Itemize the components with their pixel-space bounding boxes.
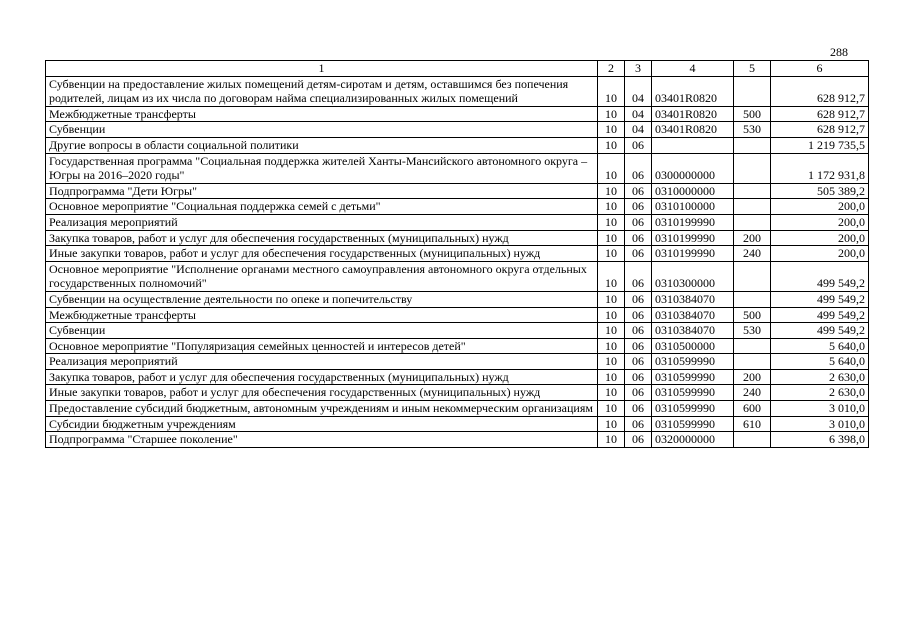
expense-type-cell: 530 [734,122,771,138]
amount-cell: 2 630,0 [771,385,869,401]
subsection-cell: 06 [625,432,652,448]
header-cell: 3 [625,61,652,77]
table-row [46,122,869,138]
header-cell: 5 [734,61,771,77]
subsection-cell: 06 [625,416,652,432]
amount-cell: 1 172 931,8 [771,153,869,183]
amount-cell: 628 912,7 [771,76,869,106]
target-code-cell: 0310384070 [652,323,734,339]
section-cell: 10 [598,183,625,199]
table-header-row [46,61,869,77]
description-cell: Подпрограмма "Старшее поколение" [46,432,598,448]
header-cell: 1 [46,61,598,77]
target-code-cell: 0310199990 [652,246,734,262]
section-cell: 10 [598,369,625,385]
table-row [46,416,869,432]
amount-cell: 2 630,0 [771,369,869,385]
amount-cell: 5 640,0 [771,354,869,370]
amount-cell: 200,0 [771,199,869,215]
description-cell: Межбюджетные трансферты [46,307,598,323]
target-code-cell: 0310384070 [652,307,734,323]
description-cell: Основное мероприятие "Исполнение органами местного самоуправления автономного округа отдельных государственных полномочий" [46,261,598,291]
section-cell: 10 [598,401,625,417]
amount-cell: 499 549,2 [771,261,869,291]
expense-type-cell [734,183,771,199]
description-cell: Реализация мероприятий [46,354,598,370]
header-cell: 4 [652,61,734,77]
section-cell: 10 [598,122,625,138]
header-cell: 2 [598,61,625,77]
description-cell: Реализация мероприятий [46,214,598,230]
table-row [46,307,869,323]
section-cell: 10 [598,137,625,153]
subsection-cell: 06 [625,153,652,183]
table-row [46,246,869,262]
table-row [46,354,869,370]
target-code-cell [652,137,734,153]
subsection-cell: 06 [625,385,652,401]
subsection-cell: 04 [625,106,652,122]
table-row [46,199,869,215]
description-cell: Государственная программа "Социальная поддержка жителей Ханты-Мансийского автономного округа – Югры на 2016–2020 годы" [46,153,598,183]
description-cell: Субсидии бюджетным учреждениям [46,416,598,432]
subsection-cell: 06 [625,307,652,323]
target-code-cell: 0310384070 [652,291,734,307]
subsection-cell: 06 [625,246,652,262]
subsection-cell: 06 [625,401,652,417]
expense-type-cell [734,153,771,183]
amount-cell: 628 912,7 [771,122,869,138]
subsection-cell: 06 [625,230,652,246]
target-code-cell: 0310599990 [652,385,734,401]
description-cell: Основное мероприятие "Популяризация семейных ценностей и интересов детей" [46,338,598,354]
description-cell: Иные закупки товаров, работ и услуг для обеспечения государственных (муниципальных) нужд [46,246,598,262]
section-cell: 10 [598,385,625,401]
subsection-cell: 04 [625,76,652,106]
section-cell: 10 [598,291,625,307]
amount-cell: 5 640,0 [771,338,869,354]
expense-type-cell: 610 [734,416,771,432]
target-code-cell: 03401R0820 [652,122,734,138]
target-code-cell: 0310300000 [652,261,734,291]
target-code-cell: 0310199990 [652,214,734,230]
description-cell: Субвенции на осуществление деятельности по опеке и попечительству [46,291,598,307]
table-row [46,137,869,153]
section-cell: 10 [598,76,625,106]
target-code-cell: 03401R0820 [652,106,734,122]
amount-cell: 499 549,2 [771,307,869,323]
description-cell: Закупка товаров, работ и услуг для обеспечения государственных (муниципальных) нужд [46,369,598,385]
subsection-cell: 06 [625,369,652,385]
section-cell: 10 [598,214,625,230]
amount-cell: 499 549,2 [771,323,869,339]
table-row [46,230,869,246]
table-row [46,291,869,307]
table-row [46,369,869,385]
amount-cell: 200,0 [771,246,869,262]
expense-type-cell [734,338,771,354]
description-cell: Другие вопросы в области социальной политики [46,137,598,153]
subsection-cell: 06 [625,199,652,215]
subsection-cell: 04 [625,122,652,138]
target-code-cell: 0310100000 [652,199,734,215]
amount-cell: 3 010,0 [771,401,869,417]
header-cell: 6 [771,61,869,77]
expense-type-cell [734,76,771,106]
section-cell: 10 [598,230,625,246]
description-cell: Закупка товаров, работ и услуг для обеспечения государственных (муниципальных) нужд [46,230,598,246]
table-row [46,323,869,339]
section-cell: 10 [598,153,625,183]
target-code-cell: 0310500000 [652,338,734,354]
table-row [46,214,869,230]
description-cell: Межбюджетные трансферты [46,106,598,122]
subsection-cell: 06 [625,137,652,153]
page-number: 288 [830,45,848,59]
amount-cell: 505 389,2 [771,183,869,199]
expense-type-cell: 530 [734,323,771,339]
expense-type-cell [734,354,771,370]
target-code-cell: 0310599990 [652,416,734,432]
section-cell: 10 [598,432,625,448]
subsection-cell: 06 [625,338,652,354]
expense-type-cell [734,214,771,230]
expense-type-cell: 600 [734,401,771,417]
subsection-cell: 06 [625,291,652,307]
expense-type-cell: 200 [734,369,771,385]
description-cell: Подпрограмма "Дети Югры" [46,183,598,199]
section-cell: 10 [598,338,625,354]
amount-cell: 3 010,0 [771,416,869,432]
expense-type-cell [734,199,771,215]
target-code-cell: 03401R0820 [652,76,734,106]
description-cell: Субвенции [46,323,598,339]
table-row [46,76,869,106]
section-cell: 10 [598,307,625,323]
expense-type-cell [734,432,771,448]
subsection-cell: 06 [625,214,652,230]
amount-cell: 499 549,2 [771,291,869,307]
target-code-cell: 0320000000 [652,432,734,448]
target-code-cell: 0310599990 [652,354,734,370]
expense-type-cell: 500 [734,106,771,122]
target-code-cell: 0310599990 [652,369,734,385]
amount-cell: 200,0 [771,230,869,246]
section-cell: 10 [598,261,625,291]
description-cell: Предоставление субсидий бюджетным, автономным учреждениям и иным некоммерческим организациям [46,401,598,417]
description-cell: Иные закупки товаров, работ и услуг для обеспечения государственных (муниципальных) нужд [46,385,598,401]
table-row [46,183,869,199]
table-row [46,401,869,417]
amount-cell: 1 219 735,5 [771,137,869,153]
description-cell: Основное мероприятие "Социальная поддержка семей с детьми" [46,199,598,215]
expense-type-cell: 200 [734,230,771,246]
amount-cell: 6 398,0 [771,432,869,448]
target-code-cell: 0310599990 [652,401,734,417]
subsection-cell: 06 [625,261,652,291]
expense-type-cell: 500 [734,307,771,323]
expense-type-cell [734,137,771,153]
table-row [46,338,869,354]
section-cell: 10 [598,416,625,432]
table-row [46,106,869,122]
section-cell: 10 [598,323,625,339]
section-cell: 10 [598,354,625,370]
description-cell: Субвенции [46,122,598,138]
table-row [46,432,869,448]
target-code-cell: 0300000000 [652,153,734,183]
amount-cell: 200,0 [771,214,869,230]
expense-type-cell [734,261,771,291]
expense-type-cell: 240 [734,385,771,401]
description-cell: Субвенции на предоставление жилых помещений детям-сиротам и детям, оставшимся без попечения родителей, лицам из их числа по договорам найма специализированных жилых помещений [46,76,598,106]
subsection-cell: 06 [625,354,652,370]
expense-type-cell [734,291,771,307]
table-row [46,385,869,401]
target-code-cell: 0310000000 [652,183,734,199]
section-cell: 10 [598,199,625,215]
target-code-cell: 0310199990 [652,230,734,246]
expense-type-cell: 240 [734,246,771,262]
subsection-cell: 06 [625,323,652,339]
table-row [46,153,869,183]
budget-table [45,60,869,448]
subsection-cell: 06 [625,183,652,199]
section-cell: 10 [598,246,625,262]
table-row [46,261,869,291]
section-cell: 10 [598,106,625,122]
amount-cell: 628 912,7 [771,106,869,122]
